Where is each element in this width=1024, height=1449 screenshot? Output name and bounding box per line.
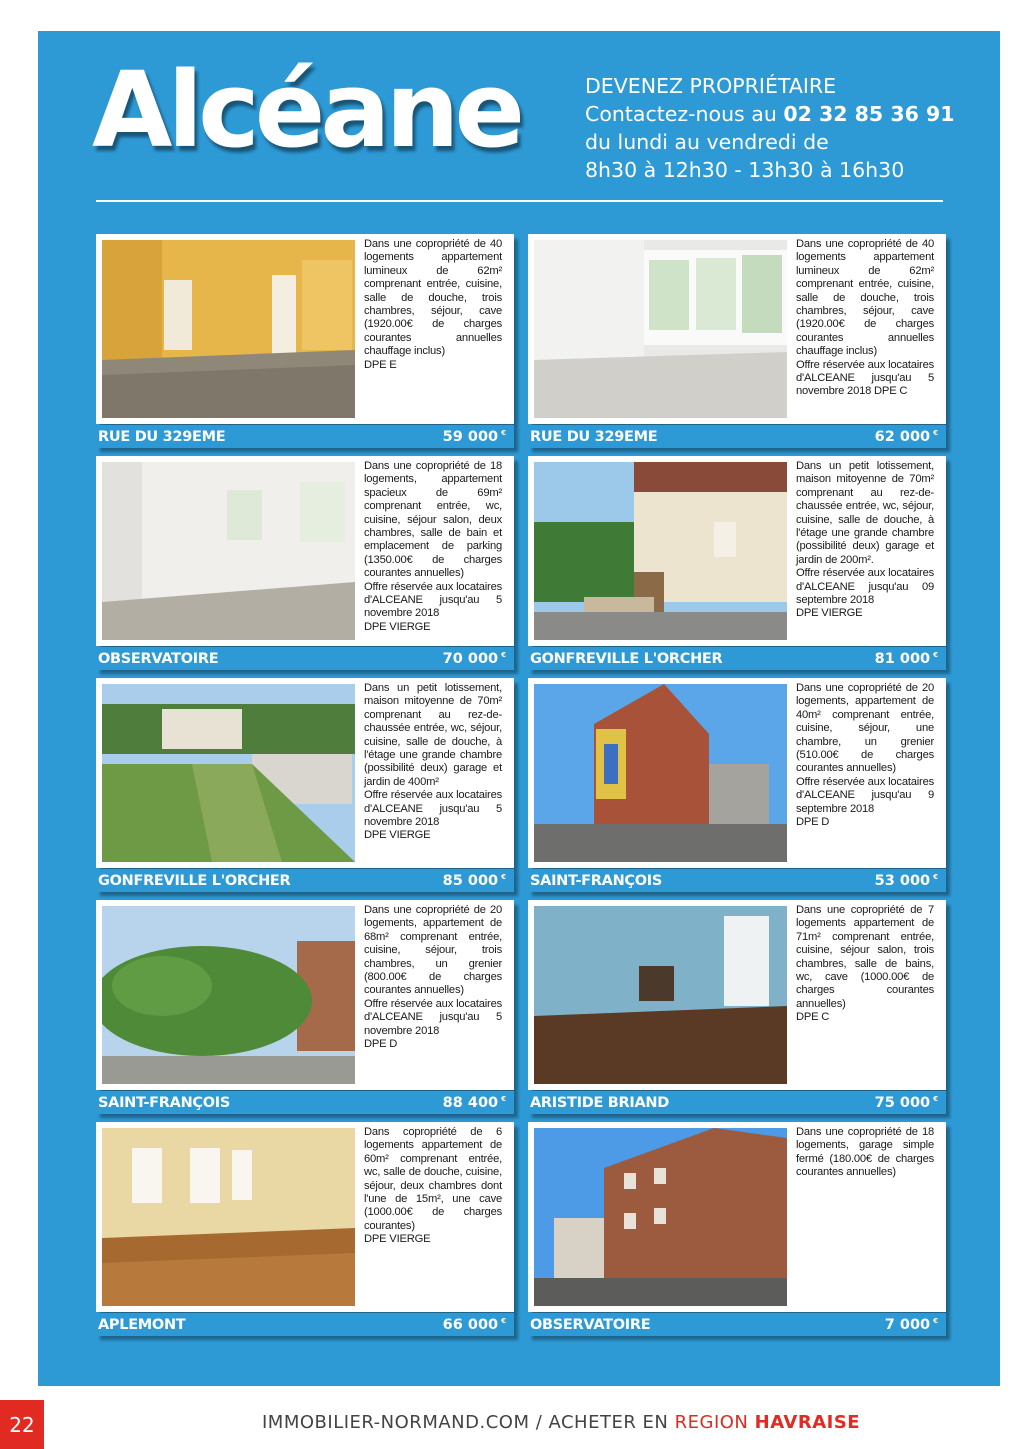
listing-price: 66 000 € bbox=[442, 1316, 506, 1333]
listing-description: Dans une copropriété de 7 logements appartement de 71m² comprenant entrée, cuisine, séjour salon, trois chambres, salle de bains, wc, cave (1000.00€ de charges courantes annuelles) DPE C bbox=[796, 904, 934, 1024]
listing-card[interactable] bbox=[96, 234, 514, 452]
listing-label-bar bbox=[528, 869, 946, 892]
listing-description: Dans une copropriété de 20 logements, appartement de 68m² comprenant entrée, cuisine, séjour, trois chambres, un grenier (800.00€ de charges courantes annuelles) Offre réservée aux locataires d'ALCEANE jusqu'au 5 novembre 2018 DPE D bbox=[364, 904, 502, 1051]
listing-description: Dans une copropriété de 20 logements, appartement de 40m² comprenant entrée, cuisine, séjour, une chambre, un grenier (510.00€ de charges courantes annuelles) Offre réservée aux locataires d'ALCEANE jusqu'au 9 septembre 2018 DPE D bbox=[796, 682, 934, 829]
listing-location: SAINT-FRANÇOIS bbox=[98, 1094, 231, 1111]
listing-description: Dans une copropriété de 40 logements appartement lumineux de 62m² comprenant entrée, cuisine, salle de douche, trois chambres, séjour, cave (1920.00€ de charges courantes annuelles chauffage inclus) DPE E bbox=[364, 238, 502, 371]
listing-location: OBSERVATOIRE bbox=[98, 650, 219, 667]
listing-price: 53 000 € bbox=[874, 872, 938, 889]
phone-number[interactable]: 02 32 85 36 91 bbox=[783, 102, 955, 126]
listing-location: GONFREVILLE L'ORCHER bbox=[530, 650, 723, 667]
listing-photo bbox=[534, 906, 787, 1084]
listing-price: 81 000 € bbox=[874, 650, 938, 667]
listing-photo bbox=[102, 462, 355, 640]
contact-days: du lundi au vendredi de bbox=[585, 130, 829, 154]
contact-hours: 8h30 à 12h30 - 13h30 à 16h30 bbox=[585, 158, 905, 182]
listing-label-bar bbox=[96, 1313, 514, 1336]
listing-description: Dans une copropriété de 40 logements appartement lumineux de 62m² comprenant entrée, cuisine, salle de douche, trois chambres, séjour, cave (1920.00€ de charges courantes annuelles chauffage inclus) Offre réservée aux locataires d'ALCEANE jusqu'au 5 novembre 2018 DPE C bbox=[796, 238, 934, 398]
listing-location: GONFREVILLE L'ORCHER bbox=[98, 872, 291, 889]
listing-label-bar bbox=[528, 647, 946, 670]
listing-location: RUE DU 329EME bbox=[530, 428, 658, 445]
listing-card[interactable] bbox=[96, 900, 514, 1118]
listing-price: 59 000 € bbox=[442, 428, 506, 445]
brand-logo: Alcéane bbox=[92, 49, 521, 171]
listing-label-bar bbox=[96, 1091, 514, 1114]
contact-headline: DEVENEZ PROPRIÉTAIRE bbox=[585, 74, 837, 98]
listing-label-bar bbox=[528, 425, 946, 448]
listing-location: SAINT-FRANÇOIS bbox=[530, 872, 663, 889]
listing-description: Dans un petit lotissement, maison mitoyenne de 70m² comprenant au rez-de-chaussée entrée, wc, séjour, cuisine, salle de douche, à l'étage une grande chambre (possibilité deux) garage et jardin de 200m². Offre réservée aux locataires d'ALCEANE jusqu'au 09 septembre 2018 DPE VIERGE bbox=[796, 460, 934, 620]
header-divider bbox=[96, 200, 943, 202]
listing-photo bbox=[534, 1128, 787, 1306]
listing-card[interactable] bbox=[96, 678, 514, 896]
listing-card[interactable] bbox=[528, 678, 946, 896]
listing-price: 75 000 € bbox=[874, 1094, 938, 1111]
listing-location: APLEMONT bbox=[98, 1316, 186, 1333]
listing-price: 85 000 € bbox=[442, 872, 506, 889]
listing-photo bbox=[102, 240, 355, 418]
listing-price: 7 000 € bbox=[884, 1316, 938, 1333]
contact-block bbox=[585, 72, 955, 184]
listing-location: RUE DU 329EME bbox=[98, 428, 226, 445]
footer-site-line: IMMOBILIER-NORMAND.COM / ACHETER EN REGION HAVRAISE bbox=[262, 1412, 861, 1433]
listing-location: OBSERVATOIRE bbox=[530, 1316, 651, 1333]
listing-card[interactable] bbox=[528, 456, 946, 674]
listing-photo bbox=[534, 240, 787, 418]
listing-price: 62 000 € bbox=[874, 428, 938, 445]
listing-label-bar bbox=[96, 425, 514, 448]
listing-description: Dans un petit lotissement, maison mitoyenne de 70m² comprenant au rez-de-chaussée entrée, wc, séjour, cuisine, salle de douche, à l'étage une grande chambre (possibilité deux) garage et jardin de 400m² Offre réservée aux locataires d'ALCEANE jusqu'au 5 novembre 2018 DPE VIERGE bbox=[364, 682, 502, 842]
listing-card[interactable] bbox=[528, 234, 946, 452]
listing-price: 88 400 € bbox=[442, 1094, 506, 1111]
listing-card[interactable] bbox=[96, 1122, 514, 1340]
listing-description: Dans une copropriété de 18 logements, appartement spacieux de 69m² comprenant entrée, wc, cuisine, séjour salon, deux chambres, salle de bain et emplacement de parking (1350.00€ de charges courantes annuelles) Offre réservée aux locataires d'ALCEANE jusqu'au 5 novembre 2018 DPE VIERGE bbox=[364, 460, 502, 633]
listing-price: 70 000 € bbox=[442, 650, 506, 667]
listing-label-bar bbox=[528, 1313, 946, 1336]
listing-description: Dans copropriété de 6 logements appartement de 60m² comprenant entrée, wc, salle de douche, cuisine, séjour, deux chambres dont l'une de 15m², une cave (1000.00€ de charges courantes) DPE VIERGE bbox=[364, 1126, 502, 1246]
listing-label-bar bbox=[96, 869, 514, 892]
listing-card[interactable] bbox=[528, 1122, 946, 1340]
listing-description: Dans une copropriété de 18 logements, garage simple fermé (180.00€ de charges courantes annuelles) bbox=[796, 1126, 934, 1179]
listing-photo bbox=[102, 1128, 355, 1306]
listing-photo bbox=[534, 684, 787, 862]
listing-card[interactable] bbox=[528, 900, 946, 1118]
listing-card[interactable] bbox=[96, 456, 514, 674]
page-number: 22 bbox=[0, 1400, 44, 1449]
listing-photo bbox=[534, 462, 787, 640]
listing-label-bar bbox=[528, 1091, 946, 1114]
listing-label-bar bbox=[96, 647, 514, 670]
listing-photo bbox=[102, 906, 355, 1084]
listing-location: ARISTIDE BRIAND bbox=[530, 1094, 670, 1111]
contact-phone-line: Contactez-nous au 02 32 85 36 91 bbox=[585, 102, 955, 126]
listing-photo bbox=[102, 684, 355, 862]
